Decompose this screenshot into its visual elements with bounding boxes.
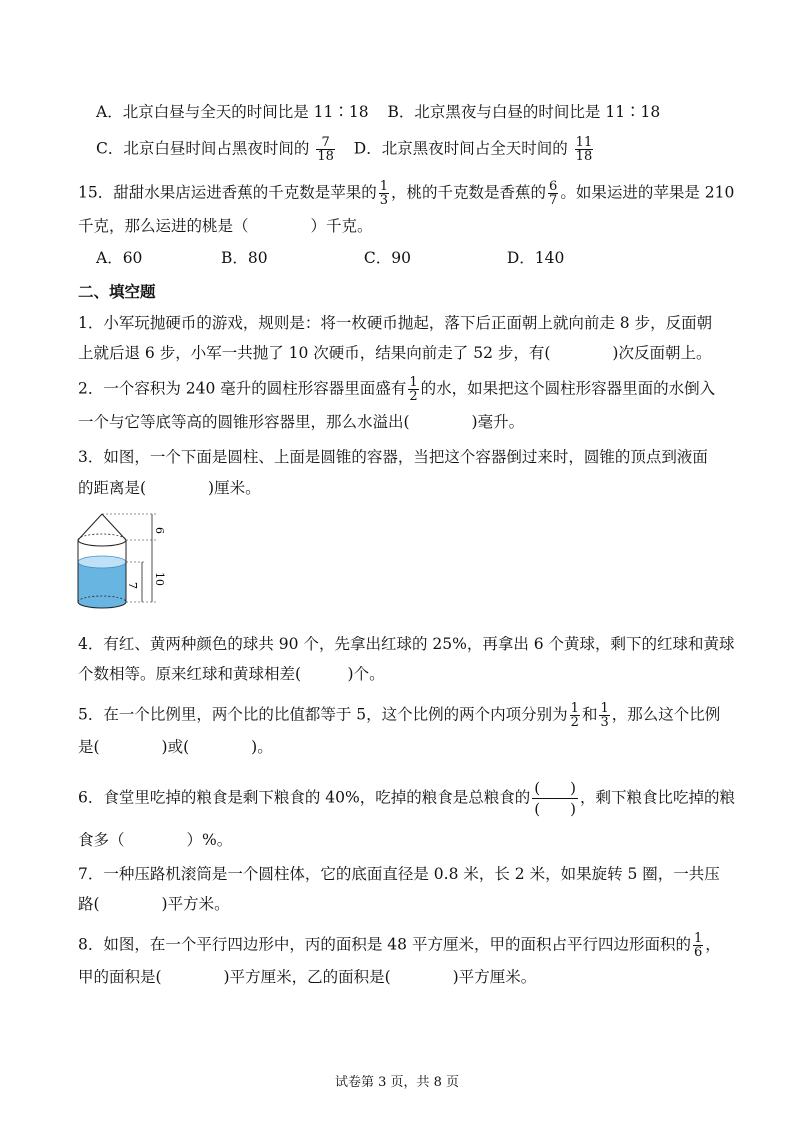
q14-option-c-text: C．北京白昼时间占黑夜时间的: [96, 139, 310, 158]
q6-line-2: 食多（ ）%。: [78, 831, 233, 849]
q15-text-c: 。如果运进的苹果是 210: [560, 183, 735, 202]
q2-line-2: 一个与它等底等高的圆锥形容器里，那么水溢出( )毫升。: [78, 413, 525, 431]
q15-text-b: ，桃的千克数是香蕉的: [391, 183, 547, 202]
q14-option-b: B．北京黑夜与白昼的时间比是 11∶18: [387, 103, 661, 121]
q2-fraction: [408, 376, 418, 403]
q1-line-1: 1．小军玩抛硬币的游戏，规则是：将一枚硬币抛起，落下后正面朝上就向前走 8 步，反面朝: [78, 314, 713, 332]
water-surface: [78, 556, 126, 568]
q6-text-b: ，剩下粮食比吃掉的粮: [579, 788, 735, 807]
q7-line-2: 路( )平方米。: [78, 895, 230, 913]
q4-line-1: 4．有红、黄两种颜色的球共 90 个，先拿出红球的 25%，再拿出 6 个黄球，剩下的红球和黄球: [78, 635, 735, 653]
q5-fraction-2: [599, 702, 609, 729]
q3-line-2: 的距离是( )厘米。: [78, 479, 261, 497]
fraction-numerator-blank: ( ): [534, 779, 576, 797]
fraction-denominator: 6: [693, 945, 703, 960]
q8-line-1: [78, 932, 721, 959]
q1-line-2: 上就后退 6 步，小军一共抛了 10 次硬币，结果向前走了 52 步，有( )次反面朝上。: [78, 344, 712, 362]
cylinder-height-label: 10: [153, 572, 166, 586]
q2-text-a: 2．一个容积为 240 毫升的圆柱形容器里面盛有: [78, 379, 407, 398]
q15-option-c: C．90: [363, 249, 411, 267]
fraction-denominator: 3: [379, 193, 389, 208]
fraction-denominator: 2: [409, 389, 418, 404]
q14-option-d-text: D．北京黑夜时间占全天时间的: [353, 139, 568, 158]
q14-option-c-fraction: [316, 136, 335, 163]
q15-line-1: [78, 180, 734, 207]
q15-fraction-2: [548, 180, 558, 207]
q6-text-a: 6．食堂里吃掉的粮食是剩下粮食的 40%，吃掉的粮食是总粮食的: [78, 788, 531, 807]
q15-option-a: A．60: [96, 249, 143, 267]
q8-text-a: 8．如图，在一个平行四边形中，丙的面积是 48 平方厘米，甲的面积占平行四边形面积的: [78, 935, 691, 954]
water-height-label: 7: [126, 582, 139, 589]
fraction-denominator-blank: ( ): [534, 800, 576, 818]
q14-options-row-2: [78, 136, 595, 163]
q8-text-b: ，: [705, 935, 721, 954]
fraction-numerator: 7: [321, 135, 330, 150]
q15-option-b: B．80: [220, 249, 268, 267]
page-footer: 试卷第 3 页，共 8 页: [334, 1075, 460, 1090]
cone-cylinder-figure: [74, 510, 174, 620]
q6-line-1: [78, 778, 735, 819]
cone-height-label: 6: [153, 527, 166, 534]
section-title: 二、填空题: [78, 283, 156, 301]
q15-fraction-1: [379, 180, 389, 207]
q14-option-d: [354, 136, 595, 163]
q7-line-1: 7．一种压路机滚筒是一个圆柱体，它的底面直径是 0.8 米，长 2 米，如果旋转 5 圈，一共压: [78, 865, 720, 883]
fraction-denominator: 7: [549, 193, 558, 208]
fraction-numerator: 1: [600, 701, 609, 716]
q2-text-b: 的水，如果把这个圆柱形容器里面的水倒入: [420, 379, 716, 398]
fraction-denominator: 2: [570, 715, 579, 730]
fraction-numerator: 1: [409, 375, 418, 390]
q15-line-2: 千克，那么运进的桃是（ ）千克。: [78, 217, 373, 235]
q15-text-a: 15．甜甜水果店运进香蕉的千克数是苹果的: [78, 183, 377, 202]
q14-option-d-fraction: [575, 136, 594, 163]
q5-text-a: 5．在一个比例里，两个比的比值都等于 5，这个比例的两个内项分别为: [78, 705, 568, 724]
fraction-numerator: 6: [549, 179, 558, 194]
q14-option-c: [96, 136, 337, 163]
fraction-numerator: 1: [570, 701, 579, 716]
q5-and: 和: [581, 705, 598, 724]
q15-option-d: D．140: [506, 249, 565, 267]
q5-line-1: [78, 702, 720, 729]
fraction-denominator: 18: [575, 149, 593, 164]
q14-option-a: A．北京白昼与全天的时间比是 11∶18: [96, 103, 369, 121]
q8-fraction: [693, 932, 703, 959]
q4-line-2: 个数相等。原来红球和黄球相差( )个。: [78, 665, 385, 683]
q6-fraction-blank[interactable]: [532, 778, 578, 819]
q3-line-1: 3．如图，一个下面是圆柱、上面是圆锥的容器，当把这个容器倒过来时，圆锥的顶点到液面: [78, 448, 708, 466]
fraction-numerator: 1: [693, 931, 703, 946]
q5-fraction-1: [570, 702, 580, 729]
q5-text-b: ，那么这个比例: [611, 705, 721, 724]
q14-options-row-1: [78, 102, 660, 122]
water-fill: [78, 562, 126, 608]
fraction-denominator: 3: [600, 715, 609, 730]
q15-options: [78, 248, 564, 268]
fraction-numerator: 1: [379, 179, 389, 194]
q8-line-2: 甲的面积是( )平方厘米，乙的面积是( )平方厘米。: [78, 968, 537, 986]
fraction-numerator: 11: [575, 135, 593, 150]
q2-line-1: [78, 376, 715, 403]
q5-line-2: 是( )或( )。: [78, 738, 273, 756]
fraction-denominator: 18: [317, 149, 334, 164]
